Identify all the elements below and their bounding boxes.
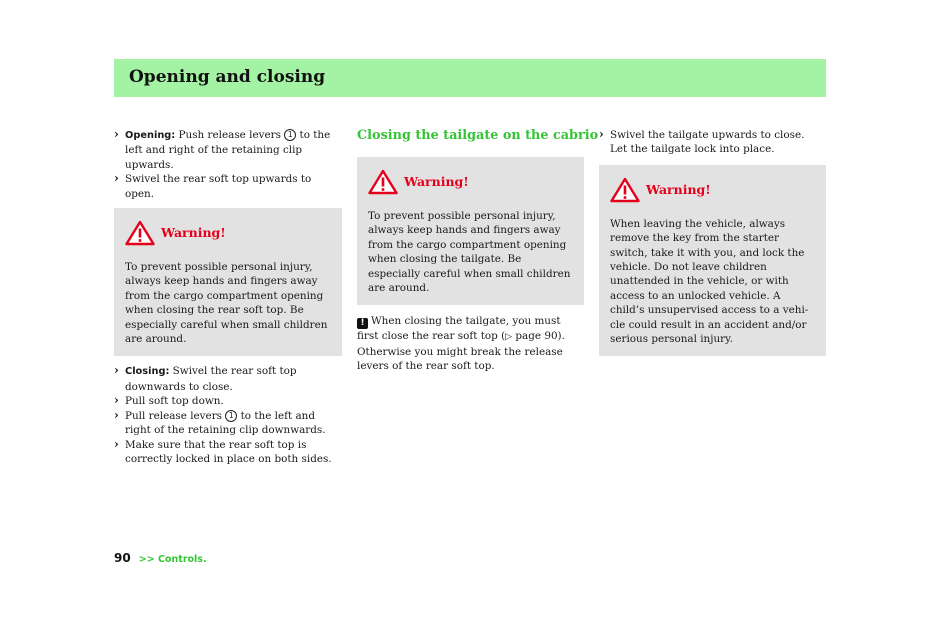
warning-title: Warning! (404, 173, 469, 189)
warning-text: When leaving the vehicle, always remove the key from the starter switch, take it with you, and lock the vehicle. Do not leave children unattended in the vehicle, or with access to an unlocked vehicle. A child’s unsupervised access to a vehi-cle could result in an accident and/or serious personal injury. (610, 217, 809, 346)
warning-title: Warning! (161, 224, 226, 240)
warning-text: To prevent possible personal injury, always keep hands and fingers away from the cargo compartment opening when closing the rear soft top. Be especially careful when small children are around. (125, 261, 328, 346)
warning-triangle-icon (125, 220, 155, 246)
step-pull-down: › Pull soft top down. (114, 394, 342, 408)
warning-box-children (599, 165, 826, 357)
step-text: Pull release levers (125, 409, 226, 422)
page-ref-arrow-icon: ▷ (505, 332, 513, 343)
step-opening (114, 128, 342, 172)
closing-steps (114, 364, 342, 466)
page-number: 90 (114, 551, 131, 565)
warning-triangle-icon (368, 169, 398, 195)
column-middle (357, 128, 599, 374)
opening-steps (114, 128, 342, 201)
breadcrumb-link[interactable]: >> Controls. (138, 554, 207, 565)
page-footer (114, 547, 207, 566)
step-swivel-open: › Swivel the rear soft top upwards to open. (114, 172, 342, 201)
tailgate-steps (599, 128, 826, 142)
column-right (599, 128, 826, 356)
warning-header (610, 176, 815, 204)
step-lead: Closing: (125, 366, 170, 378)
section-heading-tailgate: Closing the tailgate on the cabrio (357, 128, 599, 143)
step-text: Push release levers (175, 129, 285, 141)
step-pull-levers (114, 409, 342, 438)
exclamation-icon: ! (357, 318, 368, 329)
warning-box-soft-top (114, 208, 342, 356)
marker-1-icon: 1 (225, 410, 237, 422)
warning-title: Warning! (646, 181, 711, 197)
warning-triangle-icon (610, 177, 640, 203)
marker-1-icon: 1 (284, 129, 296, 141)
warning-header (368, 168, 573, 196)
warning-box-tailgate (357, 157, 584, 305)
warning-header (125, 219, 331, 247)
step-text: to the left and right of the retaining clip upwards. (125, 129, 331, 171)
page-title: Opening and closing (129, 67, 326, 87)
warning-text: To prevent possible personal injury, always keep hands and fingers away from the cargo compartment opening when closing the tailgate. Be especially careful when small children are around. (368, 210, 571, 295)
step-closing (114, 364, 342, 394)
column-left (114, 128, 342, 466)
step-text: Swivel the rear soft top downwards to close. (125, 365, 297, 393)
step-followup: Let the tailgate lock into place. (610, 143, 775, 156)
step-text: to the left and right of the retaining clip downwards. (125, 409, 326, 437)
note-paragraph (357, 314, 584, 373)
step-lead: Opening: (125, 130, 176, 141)
step-swivel-tailgate: › Swivel the tailgate upwards to close. (599, 128, 826, 142)
section-banner (114, 59, 826, 97)
step-check-locked: › Make sure that the rear soft top is correctly locked in place on both sides. (114, 438, 342, 467)
note-text: When closing the tailgate, you must first close the rear soft top ( (357, 315, 561, 343)
note-text: page 90). Otherwise you might break the release levers of the rear soft top. (357, 330, 565, 373)
